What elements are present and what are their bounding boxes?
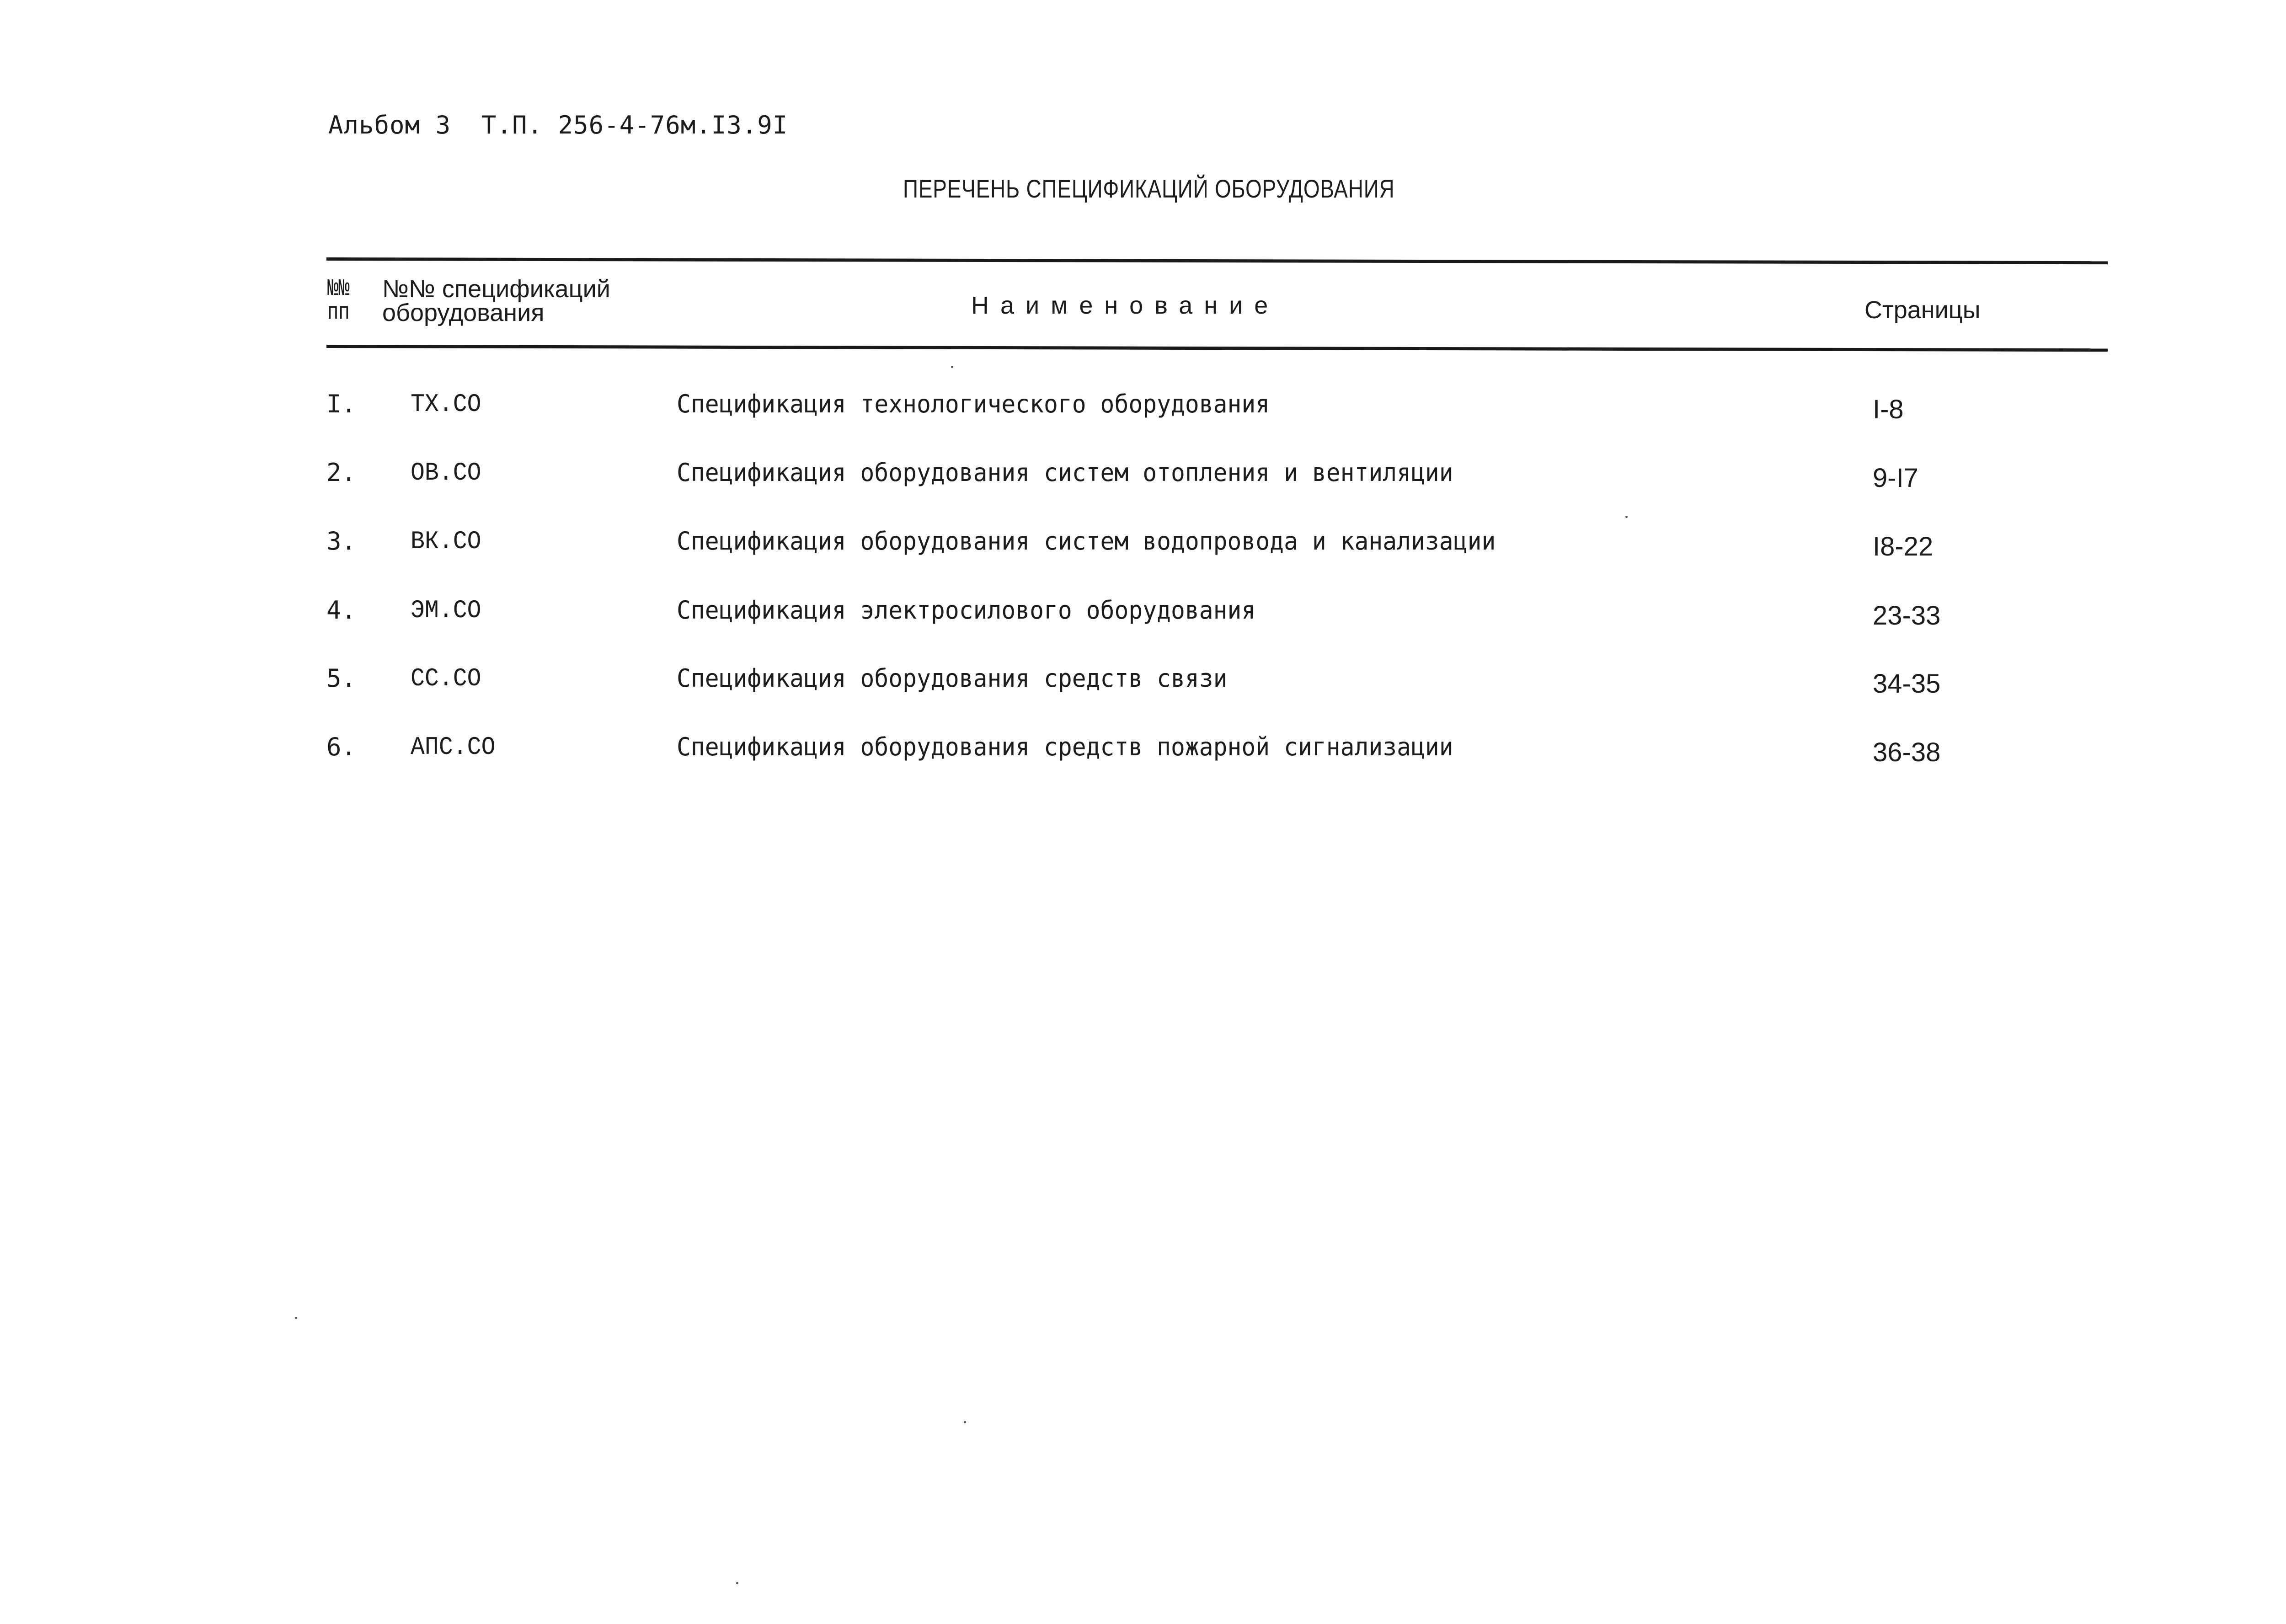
spec-name: Спецификация оборудования систем отопления и вентиляции [677, 458, 1453, 487]
row-number: 2. [326, 458, 357, 487]
spec-name: Спецификация технологического оборудования [677, 390, 1270, 418]
table-row [0, 458, 2286, 495]
spec-code: АПС.СО [411, 732, 496, 762]
spec-code: ВК.СО [411, 527, 481, 556]
table-row [0, 664, 2286, 700]
document-title: ПЕРЕЧЕНЬ СПЕЦИФИКАЦИЙ ОБОРУДОВАНИЯ [903, 174, 1395, 203]
spec-name: Спецификация электросилового оборудования [677, 596, 1256, 625]
scan-speck [1625, 516, 1628, 518]
row-number: 5. [326, 664, 357, 693]
scan-speck [964, 1421, 966, 1423]
table-row [0, 596, 2286, 632]
spec-code: ОВ.СО [411, 458, 481, 487]
row-number: I. [326, 390, 357, 418]
spec-name: Спецификация оборудования систем водопровода и канализации [677, 527, 1496, 556]
spec-pages: 9-I7 [1873, 463, 1918, 493]
table-row [0, 732, 2286, 769]
spec-pages: 23-33 [1873, 601, 1941, 630]
spec-code: ТХ.СО [411, 390, 481, 419]
spec-code: ЭМ.СО [411, 596, 481, 625]
column-header-name: Наименование [971, 292, 1280, 319]
column-header-number: №№ пп [327, 275, 350, 326]
column-header-spec-number: №№ спецификаций оборудования [382, 275, 610, 326]
spec-pages: 36-38 [1873, 737, 1941, 767]
scan-speck [295, 1317, 297, 1319]
row-number: 3. [326, 527, 357, 556]
scan-speck [951, 366, 953, 368]
table-top-rule [326, 257, 2108, 264]
table-row [0, 390, 2286, 426]
spec-code: СС.СО [411, 664, 481, 693]
row-number: 4. [326, 596, 357, 625]
spec-name: Спецификация оборудования средств связи [677, 664, 1228, 693]
column-header-pages: Страницы [1864, 296, 1981, 324]
spec-name: Спецификация оборудования средств пожарной сигнализации [677, 732, 1453, 761]
spec-pages: 34-35 [1873, 669, 1941, 699]
table-header-rule [326, 345, 2108, 352]
table-row [0, 527, 2286, 563]
row-number: 6. [326, 732, 357, 761]
album-reference: Альбом 3 Т.П. 256-4-76м.I3.9I [328, 111, 788, 139]
spec-pages: I-8 [1873, 395, 1904, 424]
spec-pages: I8-22 [1873, 532, 1933, 561]
scan-speck [736, 1582, 738, 1584]
